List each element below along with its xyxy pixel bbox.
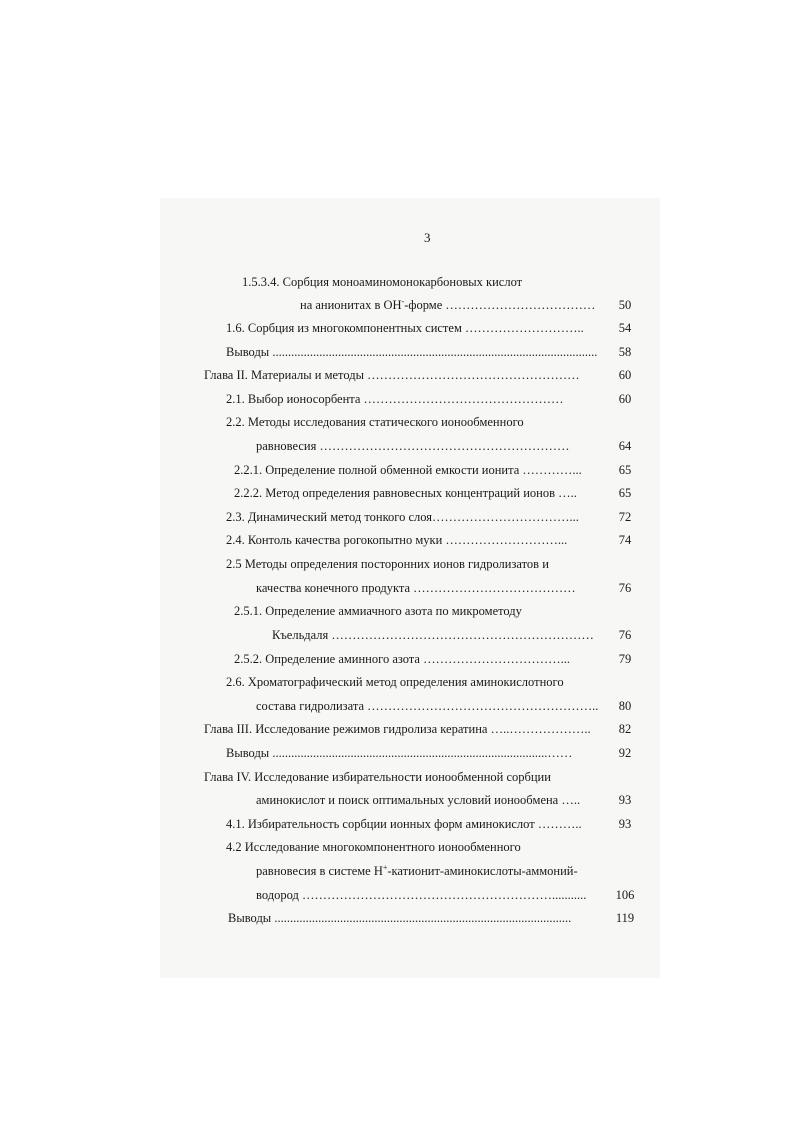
toc-entry: 2.2. Методы исследования статического ионообменного [226,415,524,429]
toc-entry: Глава III. Исследование режимов гидролиза кератина …..……………….. [204,722,591,736]
toc-entry: 2.6. Хроматографический метод определения аминокислотного [226,675,564,689]
toc-entry: 2.1. Выбор ионосорбента ………………………………………… [226,392,564,406]
toc-entry: Выводы ........................................................................................................ [226,345,598,359]
toc-entry: Выводы ........................................................................................…… [226,746,573,760]
toc-entry: Къельдаля ……………………………………………………… [272,628,594,642]
toc-entry: водород ……………………………………………………........... [256,888,587,902]
toc-page: 65 [618,486,632,500]
toc-entry: 2.5.1. Определение аммиачного азота по микрометоду [234,604,522,618]
page-number: 3 [424,230,431,245]
toc-page: 119 [615,911,635,925]
toc-entry: Глава II. Материалы и методы …………………………………………… [204,368,580,382]
toc-page: 79 [618,652,632,666]
toc-page: 80 [618,699,632,713]
toc-entry: состава гидролизата ……………………………………………….. [256,699,599,713]
toc-entry: аминокислот и поиск оптимальных условий ионообмена ….. [256,793,581,807]
toc-page: 76 [618,581,632,595]
toc-entry: Выводы ............................................................................................... [228,911,572,925]
toc-entry: 4.2 Исследование многокомпонентного ионообменного [226,840,521,854]
toc-entry: Глава IV. Исследование избирательности ионообменной сорбции [204,770,551,784]
toc-page: 60 [618,392,632,406]
toc-page: 58 [618,345,632,359]
toc-page: 50 [618,298,632,312]
toc-page: 82 [618,722,632,736]
toc-page: 93 [618,793,632,807]
toc-entry: 4.1. Избирательность сорбции ионных форм аминокислот ……….. [226,817,582,831]
toc-entry: на анионитах в ОН--форме ……………………………… [300,296,596,312]
toc-page: 74 [618,533,632,547]
toc-page: 72 [618,510,632,524]
toc-entry: 2.4. Контоль качества рогокопытно муки ………………………... [226,533,568,547]
toc-entry: 1.6. Сорбция из многокомпонентных систем ……………………….. [226,321,584,335]
toc-entry: 2.2.2. Метод определения равновесных концентраций ионов ….. [234,486,577,500]
toc-entry: равновесия …………………………………………………… [256,439,570,453]
toc-entry: 2.2.1. Определение полной обменной емкости ионита …………... [234,463,582,477]
toc-page: 106 [615,888,635,902]
toc-page: 92 [618,746,632,760]
toc-page: 60 [618,368,632,382]
toc-entry: 1.5.3.4. Сорбция моноаминомонокарбоновых кислот [242,275,523,289]
toc-entry: 2.3. Динамический метод тонкого слоя……………………………... [226,510,579,524]
toc-entry: равновесия в системе Н+-катионит-аминокислоты-аммоний- [256,862,578,878]
toc-page: 54 [618,321,632,335]
toc-page: 64 [618,439,632,453]
toc-page: 65 [618,463,632,477]
toc-page: 76 [618,628,632,642]
toc-page: 93 [618,817,632,831]
toc-entry: качества конечного продукта ………………………………… [256,581,576,595]
toc-entry: 2.5 Методы определения посторонних ионов гидролизатов и [226,557,549,571]
toc-entry: 2.5.2. Определение аминного азота ……………………………... [234,652,570,666]
